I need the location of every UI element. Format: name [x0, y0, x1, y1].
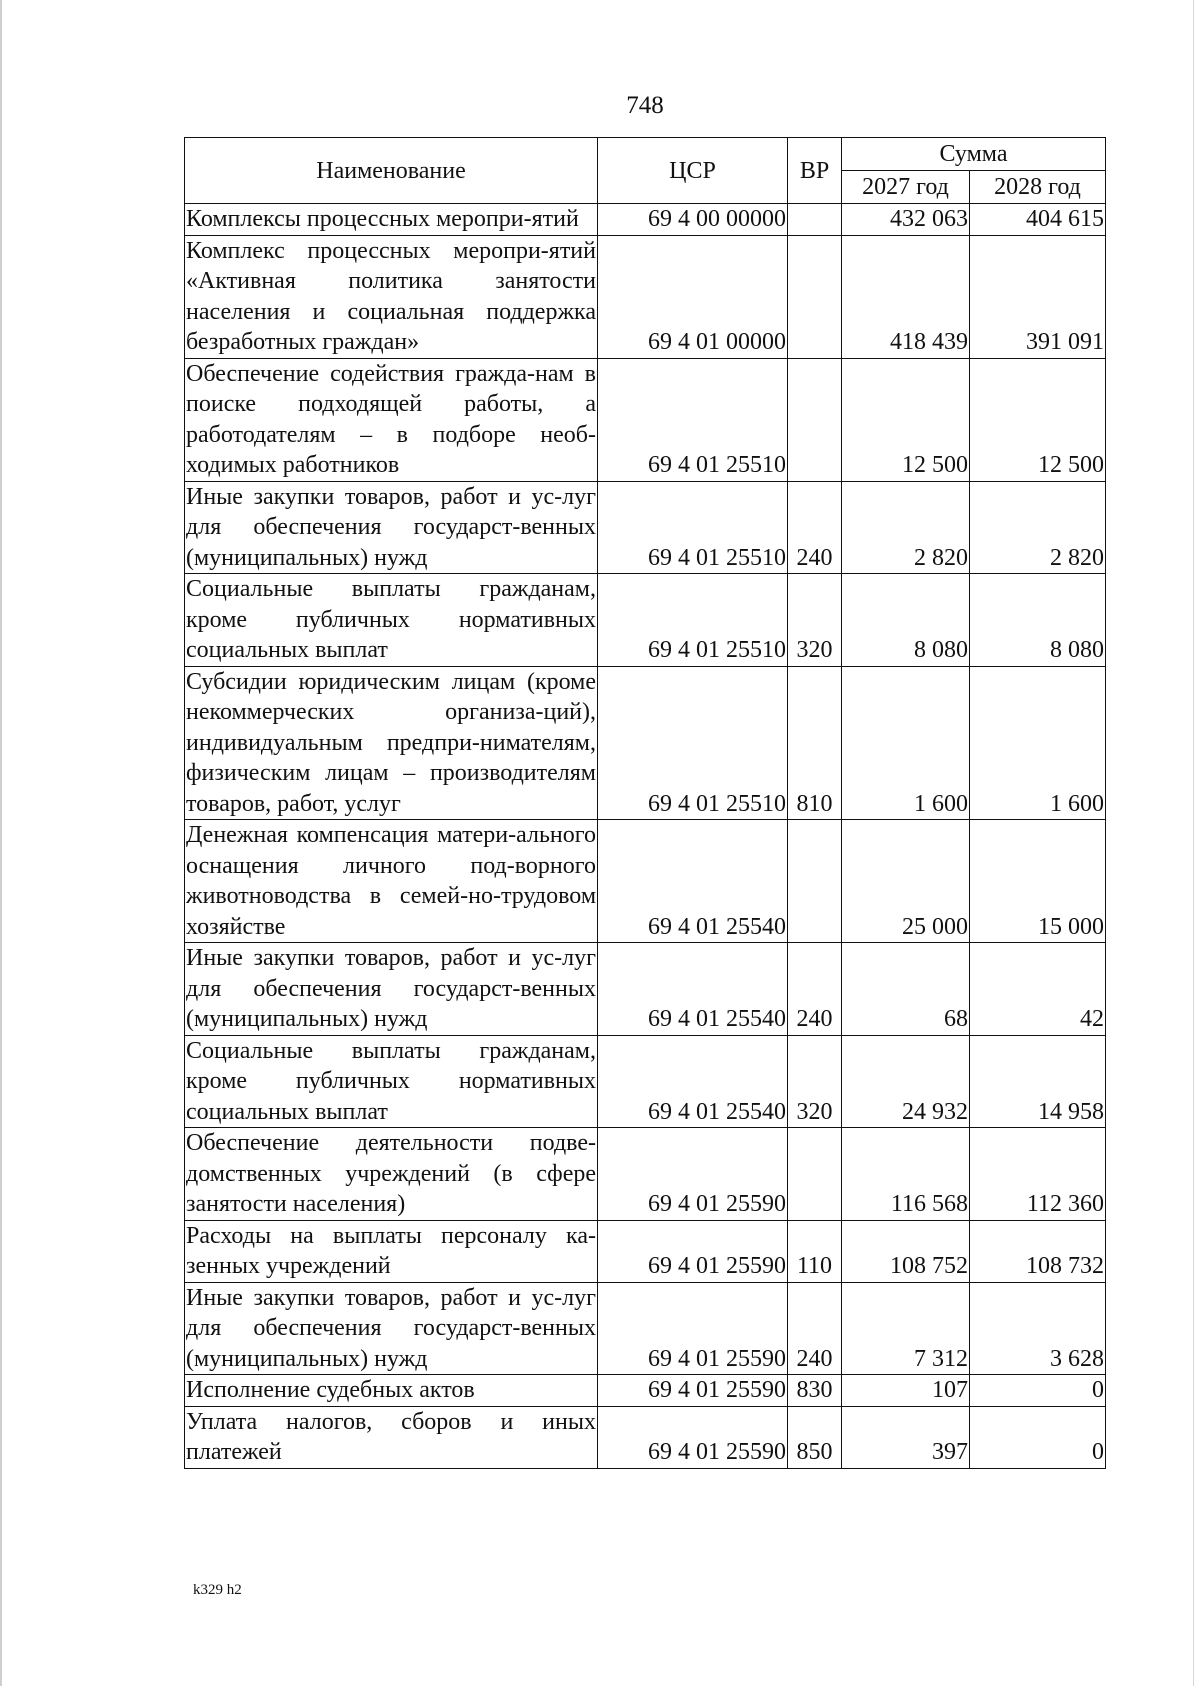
row-sum-2027-cell: 12 500 [842, 358, 970, 481]
row-name-cell: Иные закупки товаров, работ и ус-луг для обеспечения государст-венных (муниципальных) нужд [185, 943, 598, 1036]
row-sum-2028-cell: 391 091 [970, 235, 1106, 358]
table-row [185, 481, 1106, 574]
row-sum-2027-cell: 397 [842, 1406, 970, 1468]
row-csr-cell: 69 4 00 00000 [598, 204, 788, 236]
row-sum-2028-cell: 0 [970, 1406, 1106, 1468]
footer-code: k329 h2 [193, 1582, 242, 1598]
row-csr-cell: 69 4 01 25510 [598, 666, 788, 820]
row-sum-2028-cell: 15 000 [970, 820, 1106, 943]
row-name-cell: Расходы на выплаты персоналу ка-зенных учреждений [185, 1220, 598, 1282]
table-body [185, 204, 1106, 1469]
row-sum-2027-cell: 68 [842, 943, 970, 1036]
row-csr-cell: 69 4 01 25540 [598, 820, 788, 943]
header-vr: ВР [788, 138, 842, 204]
row-name-cell: Субсидии юридическим лицам (кроме некоммерческих организа-ций), индивидуальным предпри-нимателям, физическим лицам – производителям товаров, работ, услуг [185, 666, 598, 820]
table-row [185, 1035, 1106, 1128]
row-vr-cell: 240 [788, 481, 842, 574]
row-vr-cell [788, 1128, 842, 1221]
table-row [185, 1220, 1106, 1282]
row-name-cell: Комплекс процессных меропри-ятий «Активная политика занятости населения и социальная поддержка безработных граждан» [185, 235, 598, 358]
row-sum-2028-cell: 0 [970, 1375, 1106, 1407]
row-csr-cell: 69 4 01 25510 [598, 574, 788, 667]
budget-table [184, 137, 1106, 1469]
table-row [185, 943, 1106, 1036]
row-vr-cell: 240 [788, 1282, 842, 1375]
header-year-2027: 2027 год [842, 171, 970, 204]
row-vr-cell: 830 [788, 1375, 842, 1407]
row-vr-cell: 850 [788, 1406, 842, 1468]
row-sum-2028-cell: 42 [970, 943, 1106, 1036]
row-sum-2028-cell: 14 958 [970, 1035, 1106, 1128]
row-vr-cell: 320 [788, 574, 842, 667]
row-name-cell: Социальные выплаты гражданам, кроме публичных нормативных социальных выплат [185, 574, 598, 667]
row-sum-2027-cell: 24 932 [842, 1035, 970, 1128]
table-row [185, 1375, 1106, 1407]
row-sum-2027-cell: 432 063 [842, 204, 970, 236]
row-sum-2028-cell: 3 628 [970, 1282, 1106, 1375]
row-name-cell: Денежная компенсация матери-ального оснащения личного под-ворного животноводства в семей-но-трудовом хозяйстве [185, 820, 598, 943]
table-row [185, 820, 1106, 943]
table-header [185, 138, 1106, 204]
row-name-cell: Комплексы процессных меропри-ятий [185, 204, 598, 236]
row-vr-cell: 240 [788, 943, 842, 1036]
table-row [185, 1282, 1106, 1375]
row-name-cell: Обеспечение содействия гражда-нам в поиске подходящей работы, а работодателям – в подборе необ-ходимых работников [185, 358, 598, 481]
row-sum-2027-cell: 25 000 [842, 820, 970, 943]
row-vr-cell [788, 820, 842, 943]
row-name-cell: Социальные выплаты гражданам, кроме публичных нормативных социальных выплат [185, 1035, 598, 1128]
row-sum-2028-cell: 108 732 [970, 1220, 1106, 1282]
row-csr-cell: 69 4 01 25590 [598, 1282, 788, 1375]
table-row [185, 235, 1106, 358]
header-year-2028: 2028 год [970, 171, 1106, 204]
page-number: 748 [626, 92, 664, 119]
row-vr-cell: 320 [788, 1035, 842, 1128]
page-edge-right [1193, 0, 1194, 1686]
header-sum: Сумма [842, 138, 1106, 171]
row-csr-cell: 69 4 01 25540 [598, 1035, 788, 1128]
table-row [185, 1406, 1106, 1468]
row-sum-2027-cell: 7 312 [842, 1282, 970, 1375]
row-sum-2027-cell: 108 752 [842, 1220, 970, 1282]
row-csr-cell: 69 4 01 25590 [598, 1406, 788, 1468]
row-vr-cell [788, 235, 842, 358]
row-csr-cell: 69 4 01 25590 [598, 1128, 788, 1221]
page-edge-left [0, 0, 2, 1686]
row-name-cell: Иные закупки товаров, работ и ус-луг для обеспечения государст-венных (муниципальных) нужд [185, 481, 598, 574]
row-name-cell: Иные закупки товаров, работ и ус-луг для обеспечения государст-венных (муниципальных) нужд [185, 1282, 598, 1375]
table-row [185, 204, 1106, 236]
row-sum-2028-cell: 404 615 [970, 204, 1106, 236]
row-sum-2028-cell: 1 600 [970, 666, 1106, 820]
row-name-cell: Исполнение судебных актов [185, 1375, 598, 1407]
header-name: Наименование [185, 138, 598, 204]
row-sum-2028-cell: 112 360 [970, 1128, 1106, 1221]
row-sum-2028-cell: 2 820 [970, 481, 1106, 574]
row-csr-cell: 69 4 01 25590 [598, 1220, 788, 1282]
row-sum-2027-cell: 1 600 [842, 666, 970, 820]
table-row [185, 666, 1106, 820]
row-sum-2027-cell: 116 568 [842, 1128, 970, 1221]
row-csr-cell: 69 4 01 25510 [598, 481, 788, 574]
table-row [185, 574, 1106, 667]
row-csr-cell: 69 4 01 00000 [598, 235, 788, 358]
row-sum-2028-cell: 12 500 [970, 358, 1106, 481]
row-name-cell: Обеспечение деятельности подве-домственных учреждений (в сфере занятости населения) [185, 1128, 598, 1221]
header-csr: ЦСР [598, 138, 788, 204]
row-name-cell: Уплата налогов, сборов и иных платежей [185, 1406, 598, 1468]
row-sum-2027-cell: 8 080 [842, 574, 970, 667]
row-sum-2027-cell: 2 820 [842, 481, 970, 574]
row-vr-cell: 110 [788, 1220, 842, 1282]
row-sum-2027-cell: 107 [842, 1375, 970, 1407]
table-row [185, 358, 1106, 481]
row-vr-cell: 810 [788, 666, 842, 820]
row-vr-cell [788, 204, 842, 236]
row-vr-cell [788, 358, 842, 481]
row-csr-cell: 69 4 01 25510 [598, 358, 788, 481]
row-sum-2028-cell: 8 080 [970, 574, 1106, 667]
row-csr-cell: 69 4 01 25540 [598, 943, 788, 1036]
row-sum-2027-cell: 418 439 [842, 235, 970, 358]
row-csr-cell: 69 4 01 25590 [598, 1375, 788, 1407]
table-row [185, 1128, 1106, 1221]
